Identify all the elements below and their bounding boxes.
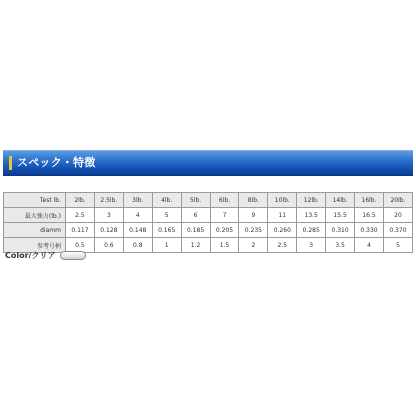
table-cell: 3.5: [326, 238, 355, 253]
column-header: 6lb.: [210, 193, 239, 208]
table-cell: 0.185: [181, 223, 210, 238]
column-header: 20lb.: [383, 193, 412, 208]
table-cell: 0.165: [152, 223, 181, 238]
column-header: 3lb.: [123, 193, 152, 208]
column-header: 2.5lb.: [94, 193, 123, 208]
table-cell: 4: [355, 238, 384, 253]
row-label: 最大強力(lb.): [4, 208, 66, 223]
table-cell: 1.5: [210, 238, 239, 253]
table-cell: 2.5: [66, 208, 95, 223]
column-header: 14lb.: [326, 193, 355, 208]
column-header: 2lb.: [66, 193, 95, 208]
table-cell: 0.117: [66, 223, 95, 238]
table-cell: 0.8: [123, 238, 152, 253]
table-cell: 20: [383, 208, 412, 223]
table-cell: 0.6: [94, 238, 123, 253]
table-cell: 0.128: [94, 223, 123, 238]
column-header: 16lb.: [355, 193, 384, 208]
section-title: スペック・特徴: [17, 156, 96, 169]
table-cell: 7: [210, 208, 239, 223]
table-cell: 15.5: [326, 208, 355, 223]
table-cell: 2.5: [268, 238, 297, 253]
table-cell: 4: [123, 208, 152, 223]
row-max-strength: [4, 208, 413, 223]
row-label: Test lb.: [4, 193, 66, 208]
row-test-lb: [4, 193, 413, 208]
table-cell: 0.310: [326, 223, 355, 238]
spec-header-banner: [3, 150, 413, 176]
table-cell: 0.260: [268, 223, 297, 238]
row-diameter: [4, 223, 413, 238]
table-cell: 0.148: [123, 223, 152, 238]
table-cell: 1.2: [181, 238, 210, 253]
row-label: 参考号柄: [4, 238, 66, 253]
table-cell: 3: [297, 238, 326, 253]
table-cell: 5: [152, 208, 181, 223]
column-header: 10lb.: [268, 193, 297, 208]
row-label: diamm: [4, 223, 66, 238]
table-cell: 0.330: [355, 223, 384, 238]
table-cell: 0.285: [297, 223, 326, 238]
table-cell: 5: [383, 238, 412, 253]
spec-table-body: [4, 193, 413, 253]
table-cell: 11: [268, 208, 297, 223]
table-cell: 3: [94, 208, 123, 223]
column-header: 4lb.: [152, 193, 181, 208]
column-header: 5lb.: [181, 193, 210, 208]
table-cell: 6: [181, 208, 210, 223]
color-label: Color/クリア: [5, 251, 56, 260]
table-cell: 13.5: [297, 208, 326, 223]
table-cell: 0.235: [239, 223, 268, 238]
table-cell: 0.370: [383, 223, 412, 238]
table-cell: 1: [152, 238, 181, 253]
column-header: 8lb.: [239, 193, 268, 208]
table-cell: 0.5: [66, 238, 95, 253]
table-cell: 9: [239, 208, 268, 223]
table-cell: 2: [239, 238, 268, 253]
spec-table: [3, 192, 413, 253]
column-header: 12lb.: [297, 193, 326, 208]
color-swatch: [60, 251, 86, 260]
table-cell: 16.5: [355, 208, 384, 223]
table-cell: 0.205: [210, 223, 239, 238]
header-accent-bar: [9, 156, 12, 170]
